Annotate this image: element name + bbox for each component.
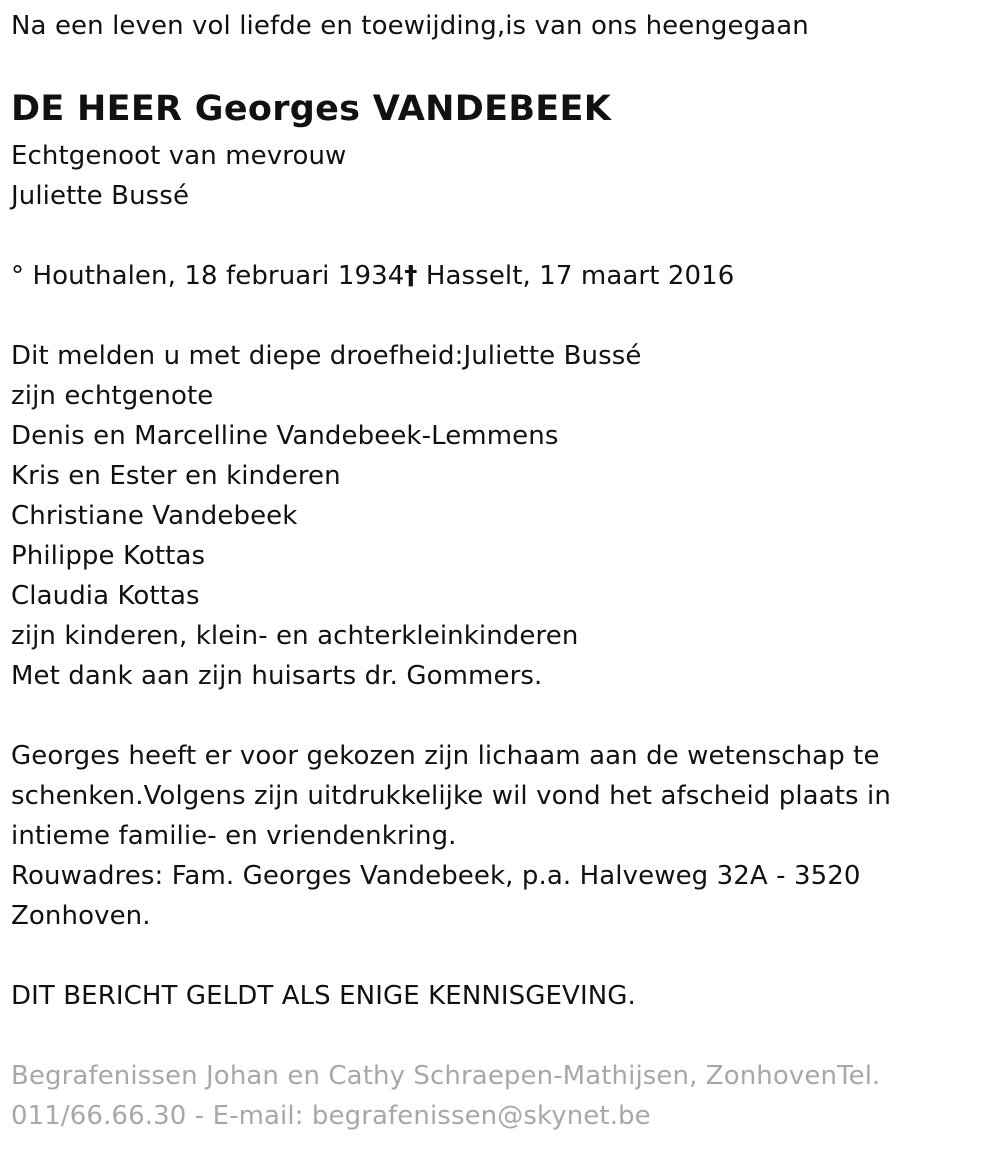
spacer (11, 296, 988, 336)
spacer (11, 1016, 988, 1056)
spouse-name: Juliette Bussé (11, 181, 190, 211)
message-line: Georges heeft er voor gekozen zijn lichaam aan de wetenschap te (11, 741, 880, 771)
message-line: intieme familie- en vriendenkring. (11, 821, 457, 851)
intro-text: Na een leven vol liefde en toewijding,is van ons heengegaan (11, 11, 809, 41)
spacer (11, 216, 988, 256)
mourning-address-city: Zonhoven. (11, 901, 151, 931)
family-line: Claudia Kottas (11, 581, 200, 611)
family-block (11, 336, 988, 696)
family-line: Met dank aan zijn huisarts dr. Gommers. (11, 661, 543, 691)
family-line: Philippe Kottas (11, 541, 206, 571)
spouse-block (11, 136, 988, 216)
mourning-address: Rouwadres: Fam. Georges Vandebeek, p.a. Halveweg 32A - 3520 (11, 861, 861, 891)
family-line: Denis en Marcelline Vandebeek-Lemmens (11, 421, 559, 451)
cross-icon: † (404, 261, 418, 291)
footer-line: Begrafenissen Johan en Cathy Schraepen-Mathijsen, ZonhovenTel. (11, 1061, 881, 1091)
notice-text: DIT BERICHT GELDT ALS ENIGE KENNISGEVING. (11, 981, 636, 1011)
spacer (11, 936, 988, 976)
deceased-name: DE HEER Georges VANDEBEEK (11, 89, 612, 129)
family-line: Christiane Vandebeek (11, 501, 298, 531)
footer-contact: 011/66.66.30 - E-mail: begrafenissen@skynet.be (11, 1101, 651, 1131)
life-dates (11, 256, 988, 296)
message-block (11, 736, 988, 936)
spouse-line: Echtgenoot van mevrouw (11, 141, 347, 171)
spacer (11, 696, 988, 736)
funeral-home-footer (11, 1056, 988, 1136)
family-line: zijn echtgenote (11, 381, 214, 411)
death-info: Hasselt, 17 maart 2016 (417, 261, 735, 291)
family-line: zijn kinderen, klein- en achterkleinkinderen (11, 621, 579, 651)
message-line: schenken.Volgens zijn uitdrukkelijke wil vond het afscheid plaats in (11, 781, 891, 811)
family-line: Dit melden u met diepe droefheid:Juliette Bussé (11, 341, 642, 371)
birth-info: ° Houthalen, 18 februari 1934 (11, 261, 405, 291)
family-line: Kris en Ester en kinderen (11, 461, 341, 491)
